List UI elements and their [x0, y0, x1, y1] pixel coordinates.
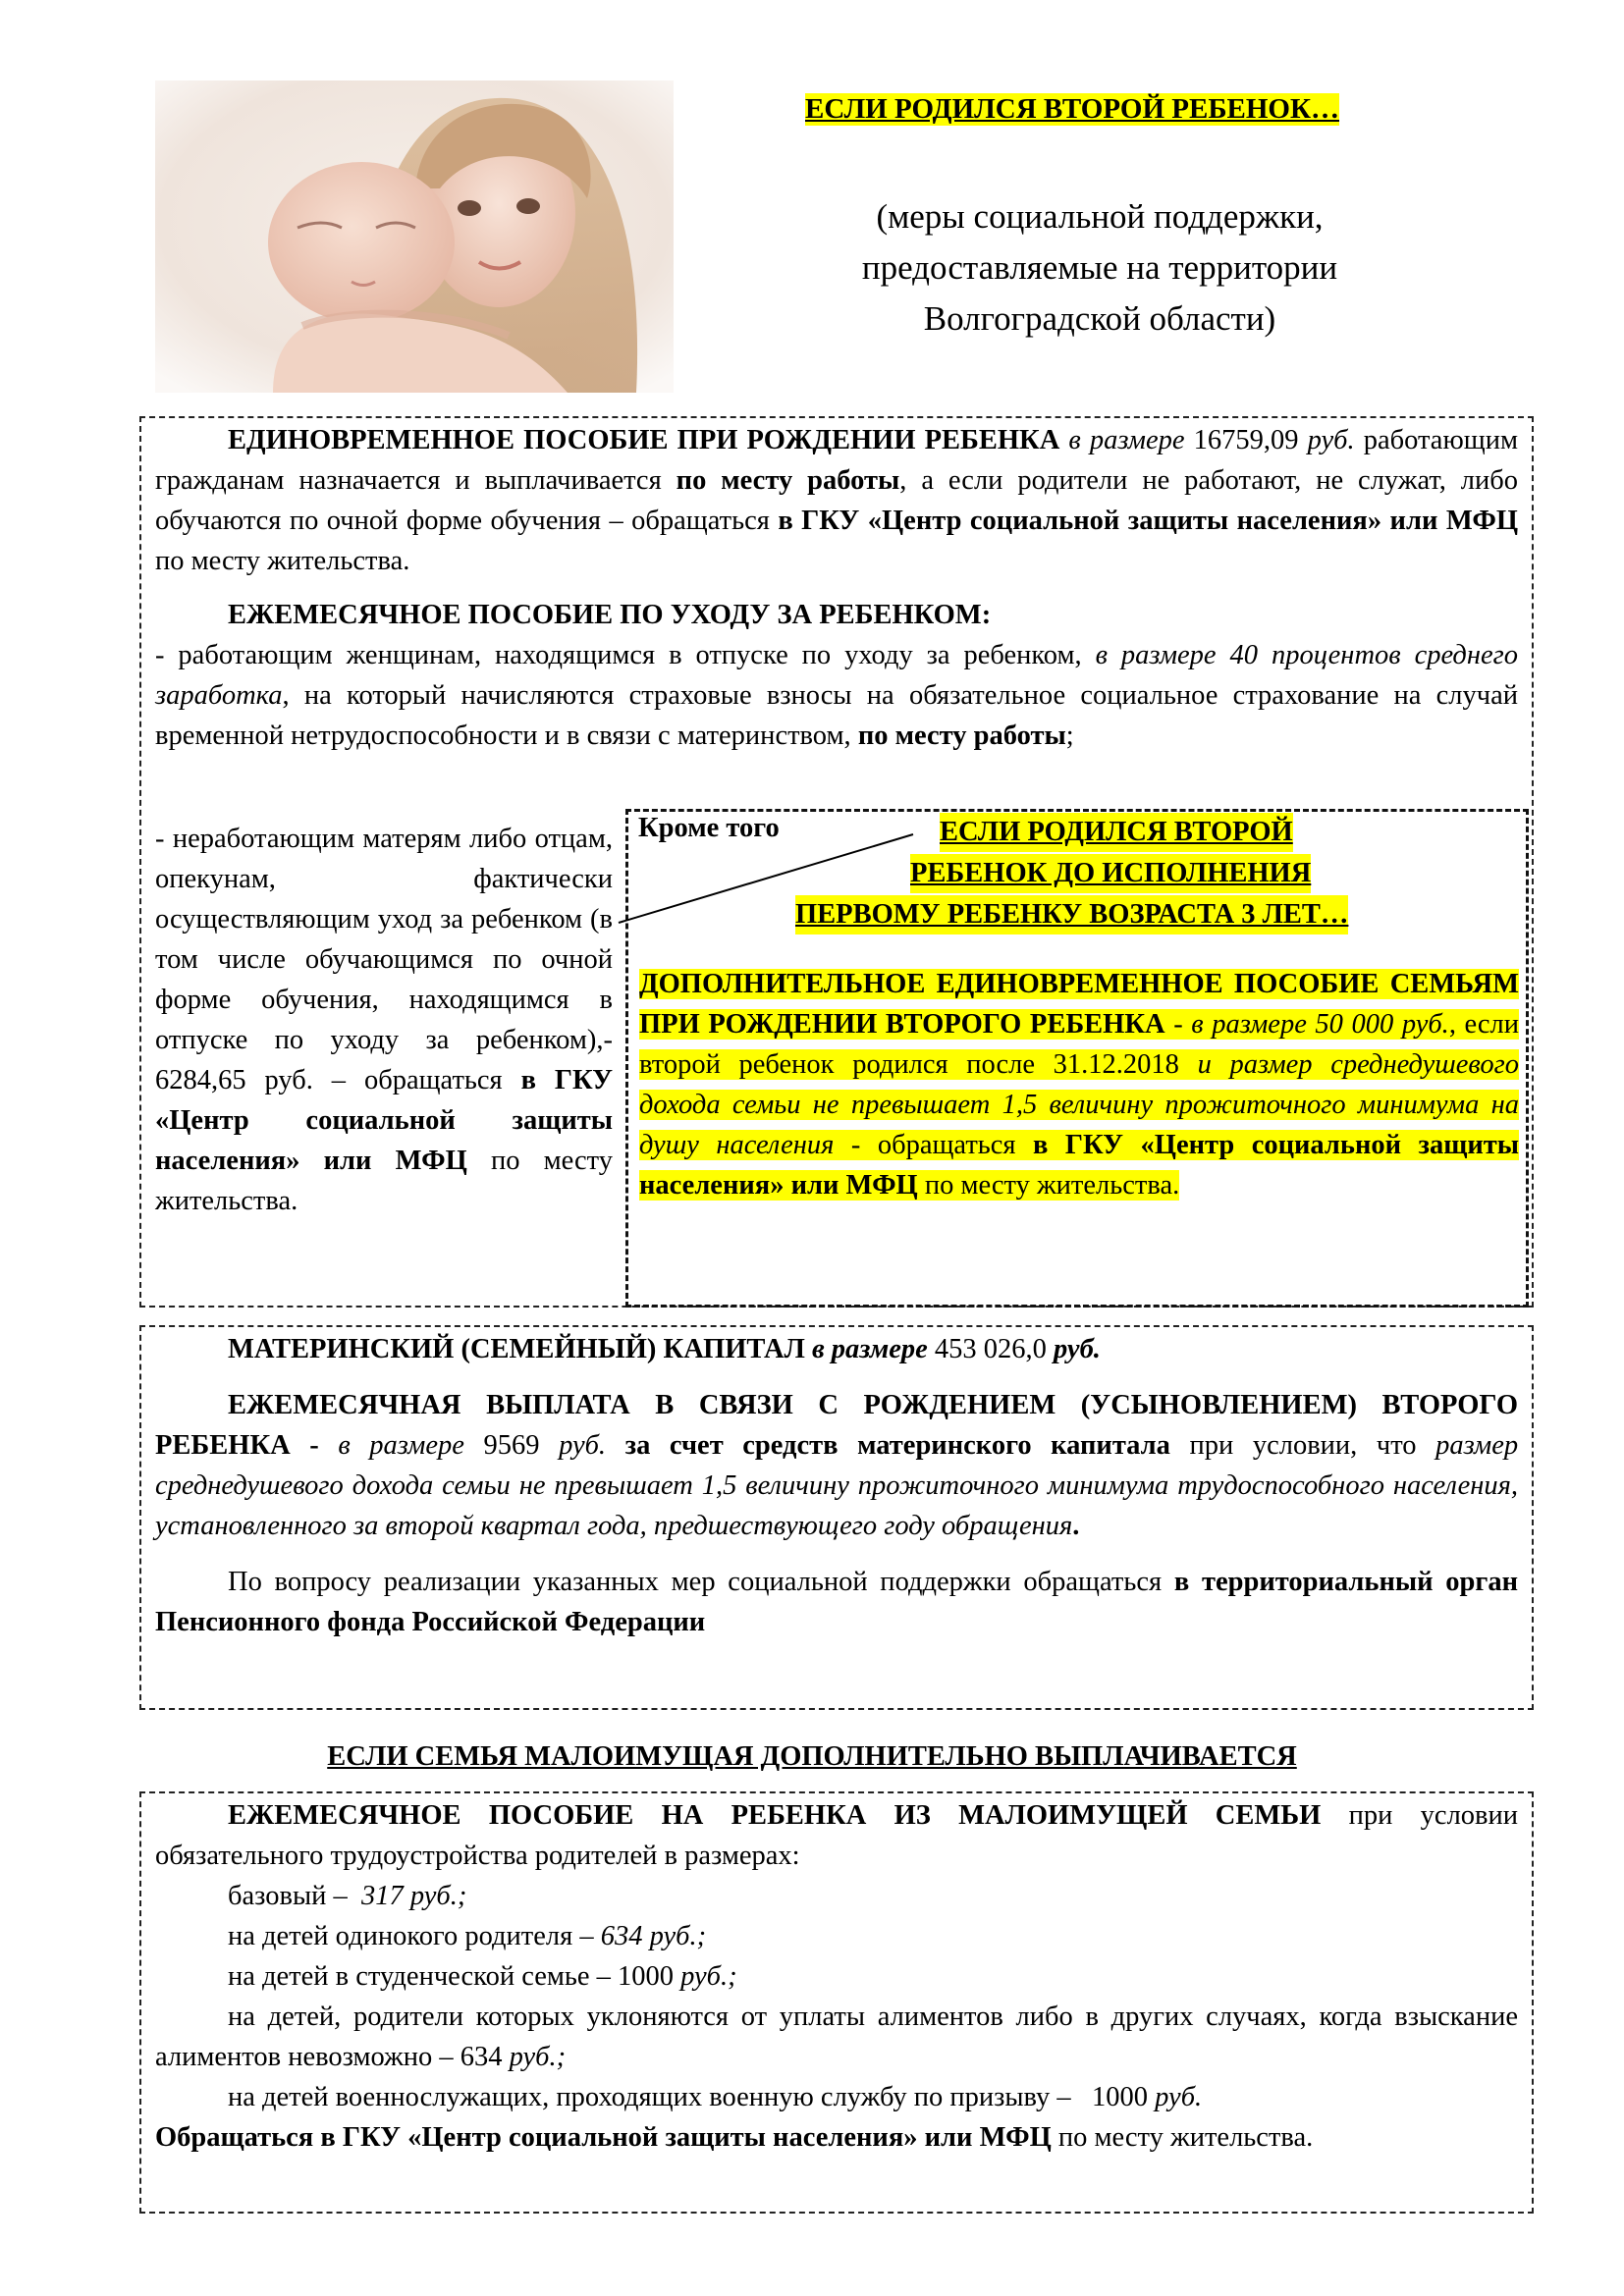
working-text-2: , на который начисляются страховые взносы на обязательное социальное страхование на случай временной нетрудоспособности и в связи с материнством, [155, 680, 1518, 751]
subtitle-line-1: (меры социальной поддержки, [876, 197, 1324, 236]
list-item-alimony [155, 1997, 1518, 2077]
page-title: ЕСЛИ РОДИЛСЯ ВТОРОЙ РЕБЕНОК… [805, 93, 1339, 125]
monthly-payment-unit: руб. [559, 1430, 607, 1461]
nonworking-org: в ГКУ «Центр социальной защиты населения» или МФЦ [155, 1065, 614, 1176]
monthly-payment-amount: 9569 [483, 1430, 540, 1461]
item-label: на детей, родители которых уклоняются от уплаты алиментов либо в других случаях, когда взыскание алиментов невозможно – [155, 2002, 1518, 2072]
item-label: на детей военнослужащих, проходящих военную службу по призыву – [228, 2082, 1071, 2112]
item-amount: 1000 [618, 1961, 675, 1992]
contact-org: в территориальный орган Пенсионного фонда Российской Федерации [155, 1567, 1519, 1637]
condition-line-3: ПЕРВОМУ РЕБЕНКУ ВОЗРАСТА 3 ЛЕТ… [795, 895, 1348, 934]
lump-sum-amount: 16759,09 [1193, 425, 1299, 455]
item-unit: руб.; [680, 1961, 737, 1992]
second-child-highlight [639, 969, 1519, 1201]
benefits-box-top [155, 420, 1518, 756]
item-label: на детей одинокого родителя – [228, 1921, 594, 1951]
lump-sum-text-2: , а если родители не работают, не служат, либо обучаются по очной форме обучения – обращаться [155, 465, 1518, 536]
item-amount: 634 [600, 1921, 643, 1951]
pension-fund-text [155, 1329, 1518, 1642]
lump-sum-unit: руб. [1307, 425, 1355, 455]
second-child-income: и размер среднедушевого дохода семьи не превышает 1,5 величину прожиточного минимума на душу населения [639, 1049, 1520, 1160]
item-amount: 1000 [1092, 2082, 1149, 2112]
item-unit: руб.; [649, 1921, 707, 1951]
capital-unit: руб. [1054, 1334, 1101, 1364]
working-text-1: - работающим женщинам, находящимся в отпуске по уходу за ребенком, [155, 640, 1082, 670]
second-child-apply: - обращаться [850, 1130, 1016, 1160]
nonworking-text: - неработающим матерям либо отцам, опекунам, фактически осуществляющим уход за ребенком (в том числе обучающимся по очной форме обучения, находящимся в отпуске по уходу за ребенком),- 6284,65 руб. – обращаться [155, 824, 613, 1095]
lump-sum-heading: ЕДИНОВРЕМЕННОЕ ПОСОБИЕ ПРИ РОЖДЕНИИ РЕБЕНКА [228, 425, 1060, 455]
lump-sum-amount-prefix: в размере [1068, 425, 1185, 455]
children-photo [155, 80, 674, 393]
item-label: на детей в студенческой семье – [228, 1961, 611, 1992]
list-item-base [155, 1876, 1518, 1916]
item-amount: 634 [460, 2042, 503, 2072]
item-unit: руб. [1155, 2082, 1203, 2112]
low-income-heading: ЕЖЕМЕСЯЧНОЕ ПОСОБИЕ НА РЕБЕНКА ИЗ МАЛОИМУЩЕЙ СЕМЬИ [228, 1800, 1322, 1831]
capital-heading: МАТЕРИНСКИЙ (СЕМЕЙНЫЙ) КАПИТАЛ [228, 1334, 805, 1364]
monthly-payment-prefix: в размере [338, 1430, 464, 1461]
subtitle-line-3: Волгоградской области) [923, 299, 1276, 338]
item-label: базовый – [228, 1881, 348, 1911]
condition-line-1: ЕСЛИ РОДИЛСЯ ВТОРОЙ [940, 813, 1293, 852]
second-child-benefit [639, 964, 1519, 1205]
second-child-org: в ГКУ «Центр социальной защиты населения» или МФЦ [639, 1130, 1519, 1201]
low-income-apply-org: Обращаться в ГКУ «Центр социальной защиты населения» или МФЦ [155, 2122, 1052, 2153]
low-income-title: ЕСЛИ СЕМЬЯ МАЛОИМУЩАЯ ДОПОЛНИТЕЛЬНО ВЫПЛАЧИВАЕТСЯ [327, 1741, 1297, 1772]
low-income-text [155, 1795, 1518, 2158]
lump-sum-org: в ГКУ «Центр социальной защиты населения» или МФЦ [778, 506, 1518, 536]
list-item-single-parent [155, 1916, 1518, 1956]
second-child-heading: ДОПОЛНИТЕЛЬНОЕ ЕДИНОВРЕМЕННОЕ ПОСОБИЕ СЕМЬЯМ ПРИ РОЖДЕНИИ ВТОРОГО РЕБЕНКА [639, 969, 1519, 1040]
working-amount: в размере 40 процентов среднего заработка [155, 640, 1518, 711]
monthly-payment-income: размер среднедушевого дохода семьи не превышает 1,5 величину прожиточного минимума трудоспособного населения, установленного за второй квартал года, предшествующего году обращения [155, 1430, 1519, 1541]
lump-sum-text-3: по месту жительства. [155, 546, 410, 576]
nonworking-end: по месту жительства. [155, 1146, 613, 1216]
page-subtitle [746, 191, 1453, 345]
monthly-care-heading: ЕЖЕМЕСЯЧНОЕ ПОСОБИЕ ПО УХОДУ ЗА РЕБЕНКОМ: [228, 600, 992, 630]
low-income-condition: при условии обязательного трудоустройства родителей в размерах: [155, 1800, 1518, 1871]
lump-sum-paragraph [155, 420, 1518, 581]
list-item-military [155, 2077, 1518, 2117]
second-child-amount: - в размере 50 000 руб. [1173, 1009, 1449, 1040]
monthly-payment-paragraph [155, 1385, 1518, 1546]
second-child-condition [638, 813, 1522, 960]
item-unit: руб.; [509, 2042, 567, 2072]
working-paragraph [155, 635, 1518, 756]
list-item-student-family [155, 1956, 1518, 1997]
nonworking-column [155, 819, 613, 1221]
item-amount: 317 [360, 1881, 404, 1911]
second-child-cond: , если второй ребенок родился после 31.12.2018 [639, 1009, 1519, 1080]
contact-paragraph [155, 1562, 1518, 1642]
capital-paragraph [155, 1329, 1518, 1369]
monthly-payment-source: за счет средств материнского капитала [624, 1430, 1170, 1461]
capital-prefix: в размере [811, 1334, 928, 1364]
lump-sum-text-1: работающим гражданам назначается и выплачивается [155, 425, 1518, 496]
low-income-paragraph [155, 1795, 1518, 1876]
item-unit: руб.; [409, 1881, 467, 1911]
condition-line-2: РЕБЕНОК ДО ИСПОЛНЕНИЯ [910, 854, 1311, 893]
contact-text: По вопросу реализации указанных мер социальной поддержки обращаться [228, 1567, 1163, 1597]
monthly-payment-dot: . [1072, 1511, 1080, 1541]
lump-sum-place: по месту работы [676, 465, 900, 496]
second-child-end: по месту жительства. [924, 1170, 1180, 1201]
low-income-apply [155, 2117, 1518, 2158]
subtitle-line-2: предоставляемые на территории [861, 248, 1338, 287]
working-place: по месту работы [857, 721, 1066, 751]
besides-label: Кроме того [638, 813, 780, 843]
low-income-apply-end: по месту жительства. [1057, 2122, 1314, 2153]
capital-amount: 453 026,0 [934, 1334, 1047, 1364]
working-end: ; [1065, 721, 1074, 751]
monthly-payment-heading: ЕЖЕМЕСЯЧНАЯ ВЫПЛАТА В СВЯЗИ С РОЖДЕНИЕМ (УСЫНОВЛЕНИЕМ) ВТОРОГО РЕБЕНКА - [155, 1390, 1518, 1461]
monthly-payment-cond: при условии, что [1189, 1430, 1417, 1461]
